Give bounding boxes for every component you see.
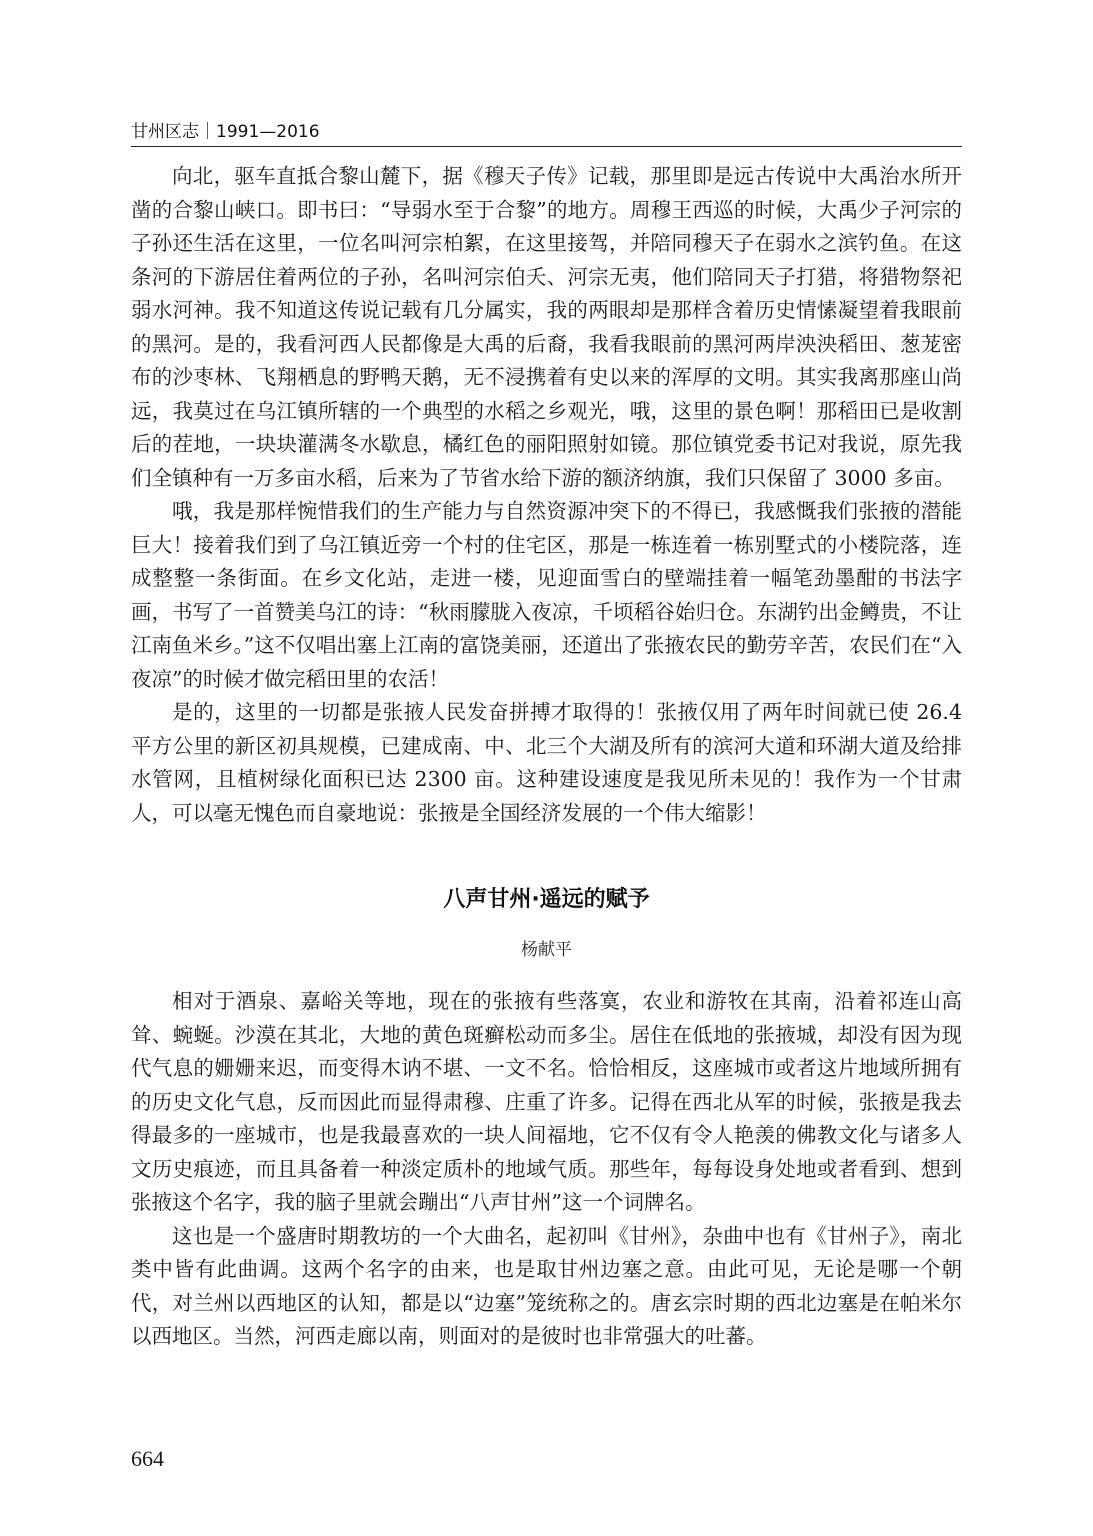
paragraph: 向北，驱车直抵合黎山麓下，据《穆天子传》记载，那里即是远古传说中大禹治水所开凿的合黎山峡口。即书曰：“导弱水至于合黎”的地方。周穆王西巡的时候，大禹少子河宗的子孙还生活在这里，一位名叫河宗柏絮，在这里接驾，并陪同穆天子在弱水之滨钓鱼。在这条河的下游居住着两位的子孙，名叫河宗伯夭、河宗无夷，他们陪同天子打猎，将猎物祭祀弱水河神。我不知道这传说记载有几分属实，我的两眼却是那样含着历史情愫凝望着我眼前的黑河。是的，我看河西人民都像是大禹的后裔，我看我眼前的黑河两岸泱泱稻田、葱茏密布的沙枣林、飞翔栖息的野鸭天鹅，无不浸携着有史以来的浑厚的文明。其实我离那座山尚远，我莫过在乌江镇所辖的一个典型的水稻之乡观光，哦，这里的景色啊！那稻田已是收割后的茬地，一块块灌满冬水歇息，橘红色的丽阳照射如镜。那位镇党委书记对我说，原先我们全镇种有一万多亩水稻，后来为了节省水给下游的额济纳旗，我们只保留了 3000 多亩。 [131, 164, 962, 490]
article-1-body [131, 160, 962, 830]
author-name: 杨献平 [521, 940, 572, 960]
running-head: 甘州区志｜1991—2016 [131, 122, 320, 142]
section-title: 八声甘州·遥远的赋予 [443, 887, 650, 912]
paragraph: 是的，这里的一切都是张掖人民发奋拼搏才取得的！张掖仅用了两年时间就已使 26.4 平方公里的新区初具规模，已建成南、中、北三个大湖及所有的滨河大道和环湖大道及给排水管网，且植树绿化面积已达 2300 亩。这种建设速度是我见所未见的！我作为一个甘肃人，可以毫无愧色而自豪地说：张掖是全国经济发展的一个伟大缩影！ [131, 700, 962, 825]
article-2-body [131, 985, 962, 1354]
page-number: 664 [131, 1446, 164, 1471]
header-rule [131, 146, 962, 147]
paragraph: 这也是一个盛唐时期教坊的一个大曲名，起初叫《甘州》，杂曲中也有《甘州子》，南北类中皆有此曲调。这两个名字的由来，也是取甘州边塞之意。由此可见，无论是哪一个朝代，对兰州以西地区的认知，都是以“边塞”笼统称之的。唐玄宗时期的西北边塞是在帕米尔以西地区。当然，河西走廊以南，则面对的是彼时也非常强大的吐蕃。 [131, 1223, 962, 1348]
paragraph: 哦，我是那样惋惜我们的生产能力与自然资源冲突下的不得已，我感慨我们张掖的潜能巨大！接着我们到了乌江镇近旁一个村的住宅区，那是一栋连着一栋别墅式的小楼院落，连成整整一条街面。在乡文化站，走进一楼，见迎面雪白的壁端挂着一幅笔劲墨酣的书法字画，书写了一首赞美乌江的诗：“秋雨朦胧入夜凉，千顷稻谷始归仓。东湖钓出金鳟贵，不让江南鱼米乡。”这不仅唱出塞上江南的富饶美丽，还道出了张掖农民的勤劳辛苦，农民们在“入夜凉”的时候才做完稻田里的农活！ [131, 499, 962, 691]
paragraph: 相对于酒泉、嘉峪关等地，现在的张掖有些落寞，农业和游牧在其南，沿着祁连山高耸、蜿蜒。沙漠在其北，大地的黄色斑癣松动而多尘。居住在低地的张掖城，却没有因为现代气息的姗姗来迟，而变得木讷不堪、一文不名。恰恰相反，这座城市或者这片地域所拥有的历史文化气息，反而因此而显得肃穆、庄重了许多。记得在西北从军的时候，张掖是我去得最多的一座城市，也是我最喜欢的一块人间福地，它不仅有令人艳羡的佛教文化与诸多人文历史痕迹，而且具备着一种淡定质朴的地域气质。那些年，每每设身处地或者看到、想到张掖这个名字，我的脑子里就会蹦出“八声甘州”这一个词牌名。 [131, 989, 962, 1214]
